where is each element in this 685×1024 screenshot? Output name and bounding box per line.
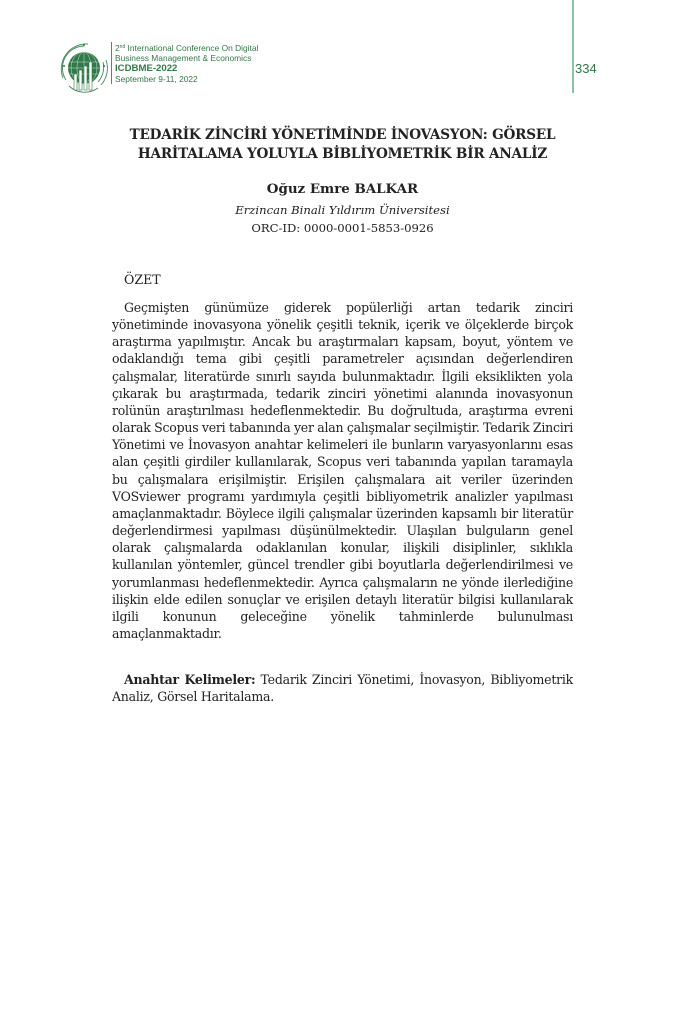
abstract-body: Geçmişten günümüze giderek popülerliği artan tedarik zinciri yönetiminde inovasyona yönelik çeşitli teknik, içerik ve ölçeklerde birçok araştırma yapılmıştır. Ancak bu araştırmaları kapsam, boyut, yöntem ve odaklandığı tema gibi çeşitli parametreler açısından değerlendiren çalışmalar, literatürde sınırlı sayıda bulunmaktadır. İlgili eksiklikten yola çıkarak bu araştırmada, tedarik zinciri yönetimi alanında inovasyonun rolünün araştırılması hedeflenmektedir. Bu doğrultuda, araştırma evreni olarak Scopus veri tabanında yer alan çalışmalar seçilmiştir. Tedarik Zinciri Yönetimi ve İnovasyon anahtar kelimeleri ile bunların varyasyonlarını esas alan çeşitli girdiler kullanılarak, Scopus veri tabanında yapılan taramayla bu çalışmalara erişilmiştir. Erişilen çalışmalara ait veriler üzerinden VOSviewer programı yardımıyla çeşitli bibliyometrik analizler yapılması amaçlanmaktadır. Böylece ilgili çalışmalar üzerinden kapsamlı bir literatür değerlendirmesi yapılması düşünülmektedir. Ulaşılan bulguların genel olarak çalışmalarda odaklanılan konular, ilişkili disiplinler, sıklıkla kullanılan yöntemler, güncel trendler gibi boyutlarla değerlendirilmesi ve yorumlanması hedeflenmektedir. Ayrıca çalışmaların ne yönde ilerlediğine ilişkin elde edilen sonuçlar ve erişilen detaylı literatür bilgisi kullanılarak ilgili konunun geleceğine yönelik tahminlerde bulunulması amaçlanmaktadır. [112, 300, 573, 641]
title-line-1: TEDARİK ZİNCİRİ YÖNETİMİNDE İNOVASYON: GÖRSEL [129, 127, 556, 143]
conference-name-line1: 2nd International Conference On Digital [115, 43, 259, 53]
conference-info [111, 42, 258, 84]
author-name: Oğuz Emre BALKAR [266, 181, 419, 197]
author-orcid: ORC-ID: 0000-0001-5853-0926 [251, 221, 434, 235]
conference-acronym: ICDBME-2022 [115, 62, 178, 74]
header-divider [572, 0, 574, 93]
keywords-paragraph [112, 671, 573, 705]
conference-dates: September 9-11, 2022 [115, 74, 198, 85]
page-number: 334 [575, 61, 597, 76]
globe-bars-logo-icon [58, 40, 110, 96]
author-affiliation: Erzincan Binali Yıldırım Üniversitesi [235, 203, 450, 217]
abstract-heading: ÖZET [124, 272, 161, 287]
conference-name-line2: Business Management & Economics [115, 53, 252, 64]
paper-title [112, 126, 573, 164]
title-line-2: HARİTALAMA YOLUYLA BİBLİYOMETRİK BİR ANALİZ [137, 146, 548, 162]
keywords-list: Tedarik Zinciri Yönetimi, İnovasyon, Bibliyometrik Analiz, Görsel Haritalama. [112, 672, 573, 705]
keywords-label: Anahtar Kelimeler: [124, 672, 256, 687]
